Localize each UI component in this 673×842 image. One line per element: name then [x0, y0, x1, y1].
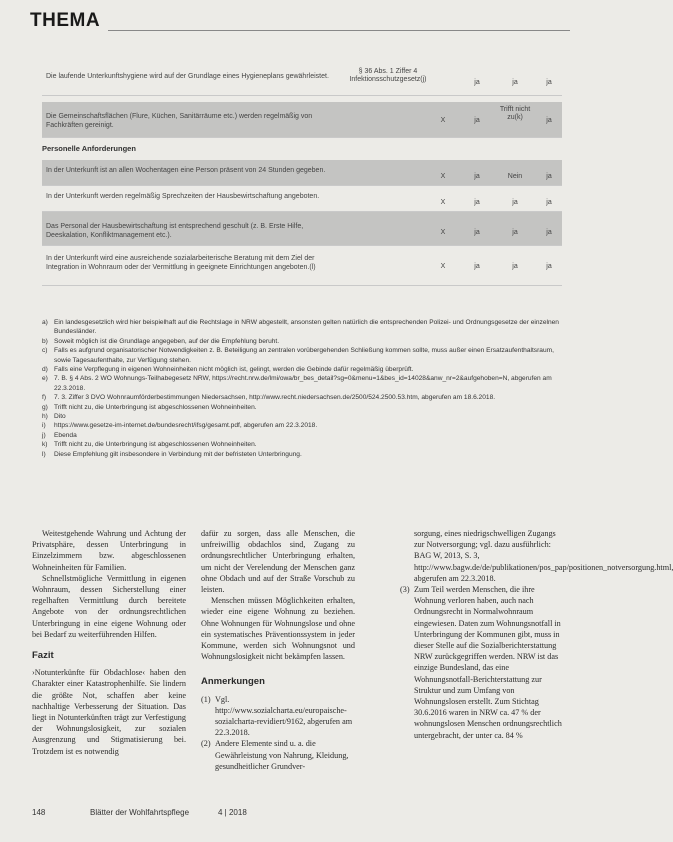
note-item: [42, 431, 562, 440]
note-label: l): [42, 450, 46, 458]
header-rule: [108, 30, 570, 31]
footnote: [400, 584, 562, 741]
row-col-2: ja: [474, 229, 480, 236]
journal-name: Blätter der Wohlfahrtspflege: [90, 808, 190, 817]
row-col-4: ja: [546, 263, 552, 270]
subheading-anmerkungen: Anmerkungen: [201, 676, 265, 688]
row-col-3: ja: [512, 229, 518, 236]
table-row: [42, 102, 562, 138]
row-col-4: ja: [546, 173, 552, 180]
section-title: THEMA: [30, 10, 101, 31]
paragraph: Menschen müssen Möglichkeiten erhalten, wieder eine eigene Wohnung zu beziehen. Ohne Wohnungen für Wohnungslose und ohne ein systematisches Präventionssystem in jeder Kommune, werden sich Wohnungsnot und Wohnungslosigkeit nicht bekämpfen lassen.: [201, 596, 355, 662]
section-label: Personelle Anforderungen: [42, 144, 136, 153]
paragraph: Weitestgehende Wahrung und Achtung der Privatsphäre, dessen Unterbringung in Einzelzimmern bzw. abgeschlossenen Wohneinheiten für Familien.: [32, 529, 186, 572]
row-col-3: Nein: [507, 173, 523, 180]
issue-number: 4 | 2018: [218, 808, 247, 817]
footnote-text: Vgl. http://www.sozialcharta.eu/europaische-sozialcharta-revidiert/9162, abgerufen am 22.3.2018.: [215, 694, 353, 738]
row-col-1: X: [440, 117, 446, 124]
subheading-fazit: Fazit: [32, 650, 54, 662]
row-text: In der Unterkunft ist an allen Wochentagen eine Person präsent von 24 Stunden gegeben.: [46, 167, 326, 174]
article-column-2: [201, 528, 355, 772]
note-text: Trifft nicht zu, die Unterbringung ist abgeschlossenen Wohneinheiten.: [54, 441, 257, 449]
note-item: [42, 403, 562, 412]
row-text: In der Unterkunft wird eine ausreichende sozialarbeiterische Beratung mit dem Ziel der Integration in Wohnraum oder der Vermittlung in geeignete Einrichtungen angeboten.(l): [46, 255, 316, 271]
row-col-2: ja: [474, 79, 480, 86]
row-col-3: Trifft nicht zu(k): [499, 106, 531, 121]
table-row: [42, 246, 562, 286]
note-text: Falls eine Verpflegung in eigenen Wohneinheiten nicht möglich ist, gelingt, werden die Gebinde dafür regelmäßig überprüft.: [54, 366, 414, 374]
footnote-label: (2): [201, 739, 211, 749]
note-label: k): [42, 441, 48, 449]
note-text: Falls es aufgrund organisatorischer Notwendigkeiten z. B. Beteiligung an zentralen vorübergehenden Schließung kommen sollte, muss außer einen Ersatzaufenthaltsraum, sowie Tagesaufenthalte, zur Verfügung stehen.: [54, 347, 554, 364]
row-col-4: ja: [546, 199, 552, 206]
paragraph: Schnellstmögliche Vermittlung in eigenen Wohnraum, dessen Sicherstellung einer regelhaften Vermittlung durch bereitete Angebote von der ordnungsrechtlichen Unterbringung in eine eigene Wohnung oder bei Bedarf zu weiterführenden Hilfen.: [32, 573, 186, 639]
note-item: [42, 450, 562, 459]
row-text: Das Personal der Hausbewirtschaftung ist entsprechend geschult (z. B. Erste Hilfe, Deeskalation, Konfliktmanagement etc.).: [46, 223, 304, 239]
row-col-2: ja: [474, 263, 480, 270]
row-col-3: ja: [512, 263, 518, 270]
table-row: [42, 186, 562, 212]
footnote-label: (1): [201, 694, 211, 704]
page-header: [30, 10, 570, 32]
row-col-4: ja: [546, 117, 552, 124]
footnote-text: Andere Elemente sind u. a. die Gewährleistung von Nahrung, Kleidung, gesundheitlicher Grundver-: [215, 739, 349, 771]
row-col-3: ja: [512, 79, 518, 86]
row-col-3: ja: [512, 199, 518, 206]
paragraph: ›Notunterkünfte für Obdachlose‹ haben den Charakter einer Katastrophenhilfe. Sie lindern die größte Not, schaffen aber keine nachhaltige Verbesserung der Situation. Das liegt in Notunterkünften trägt zur Verfestigung der Wohnungslosigkeit, zur sozialen Ausgrenzung und Stigmatisierung bei. Trotzdem ist es notwendig: [32, 668, 186, 756]
note-text: Ein landesgesetzlich wird hier beispielhaft auf die Rechtslage in NRW abgestellt, ansonsten gelten natürlich die entsprechenden Polizei- und Ordnungsgesetze der einzelnen Bundesländer.: [54, 319, 559, 336]
table-row: [42, 66, 562, 96]
paragraph: sorgung, eines niedrigschwelligen Zugangs zur Notversorgung; vgl. dazu ausführlich: BAG W, 2013, S. 3, http://www.bagw.de/de/publikationen/pos_pap/positionen_notversorgung.html, abgerufen am 22.3.2018.: [414, 529, 673, 583]
note-item: [42, 412, 562, 421]
table-row: [42, 212, 562, 246]
note-text: Dito: [54, 413, 66, 421]
note-item: [42, 421, 562, 430]
note-label: b): [42, 337, 48, 345]
page-number: 148: [32, 808, 46, 817]
note-item: [42, 337, 562, 346]
table-row: [42, 160, 562, 186]
note-item: [42, 393, 562, 402]
note-label: d): [42, 366, 48, 374]
note-label: a): [42, 319, 48, 326]
row-col-2: ja: [474, 173, 480, 180]
note-text: Ebenda: [54, 431, 77, 439]
note-text: 7. 3. Ziffer 3 DVO Wohnraumförderbestimmungen Niedersachsen, http://www.recht.niedersachsen.de/2500/524.2500.53.htm, abgerufen am 18.6.2018.: [54, 394, 496, 402]
footnote: [201, 738, 355, 772]
row-col-1: X: [440, 173, 446, 180]
note-label: e): [42, 375, 48, 383]
note-text: Soweit möglich ist die Grundlage angegeben, auf der die Empfehlung beruht.: [54, 337, 280, 345]
row-text: Die Gemeinschaftsflächen (Flure, Küchen, Sanitärräume etc.) werden regelmäßig von Fachkräften gereinigt.: [46, 113, 313, 129]
row-col-2: ja: [474, 117, 480, 124]
row-col-4: ja: [546, 229, 552, 236]
row-col-1: X: [440, 229, 446, 236]
note-label: i): [42, 422, 46, 430]
footnote-text: Zum Teil werden Menschen, die ihre Wohnung verloren haben, auch nach Ordnungsrecht in Normalwohnraum eingewiesen. Daten zum Wohnungsnotfall in Unterbringung der Kommunen gibt, muss in dieser Stelle auf die Sozialberichterstattung NRW zurückgegriffen werden. NRW ist das einzige Bundesland, das eine Wohnungsnotfall-Berichterstattung zur Struktur und zum Umfang von Wohnungslosen erstellt. Zum Stichtag 30.6.2016 waren in NRW ca. 47 % der wohnungslosen Menschen ordnungsrechtlich untergebracht, der unter ca. 84 %: [414, 585, 562, 740]
note-item: [42, 318, 562, 337]
footnote-label: (3): [400, 585, 410, 595]
article-column-3: [400, 528, 673, 741]
row-text: Die laufende Unterkunftshygiene wird auf der Grundlage eines Hygieneplans gewährleistet.: [46, 73, 329, 80]
note-item: [42, 374, 562, 393]
row-legal-basis: § 36 Abs. 1 Ziffer 4 Infektionsschutzgesetz(j): [349, 68, 427, 83]
note-text: 7. B. § 4 Abs. 2 WO Wohnungs-Teilhabegesetz NRW, https://recht.nrw.de/lmi/owa/br_bes_detail?sg=0&menu=1&bes_id=14028&anw_nr=2&aufgehoben=N, abgerufen am 22.3.2018.: [54, 375, 552, 392]
note-item: [42, 440, 562, 449]
note-label: g): [42, 403, 48, 411]
note-item: [42, 346, 562, 365]
row-col-1: X: [440, 263, 446, 270]
footnote: [201, 694, 355, 739]
paragraph: dafür zu sorgen, dass alle Menschen, die unfreiwillig obdachlos sind, Zugang zu ordnungsrechtlicher Unterbringung erhalten, um nicht der Verelendung der Menschen ganz ohne Obdach und auf der Straße Vorschub zu leisten.: [201, 529, 355, 595]
table-notes: [42, 318, 562, 459]
article-column-1: [32, 528, 186, 757]
row-col-2: ja: [474, 199, 480, 206]
note-label: f): [42, 394, 47, 402]
requirements-table: [42, 66, 562, 286]
note-item: [42, 365, 562, 374]
row-col-4: ja: [546, 79, 552, 86]
note-label: c): [42, 347, 48, 355]
note-text: Diese Empfehlung gilt insbesondere in Verbindung mit der befristeten Unterbringung.: [54, 450, 302, 458]
section-row: [42, 138, 562, 160]
row-text: In der Unterkunft werden regelmäßig Sprechzeiten der Hausbewirtschaftung angeboten.: [46, 193, 320, 200]
row-col-1: X: [440, 199, 446, 206]
note-text: Trifft nicht zu, die Unterbringung ist abgeschlossenen Wohneinheiten.: [54, 403, 257, 411]
note-label: j): [42, 431, 46, 439]
note-text: https://www.gesetze-im-internet.de/bundesrecht/ifsg/gesamt.pdf, abgerufen am 22.3.2018.: [54, 422, 318, 430]
note-label: h): [42, 413, 48, 421]
